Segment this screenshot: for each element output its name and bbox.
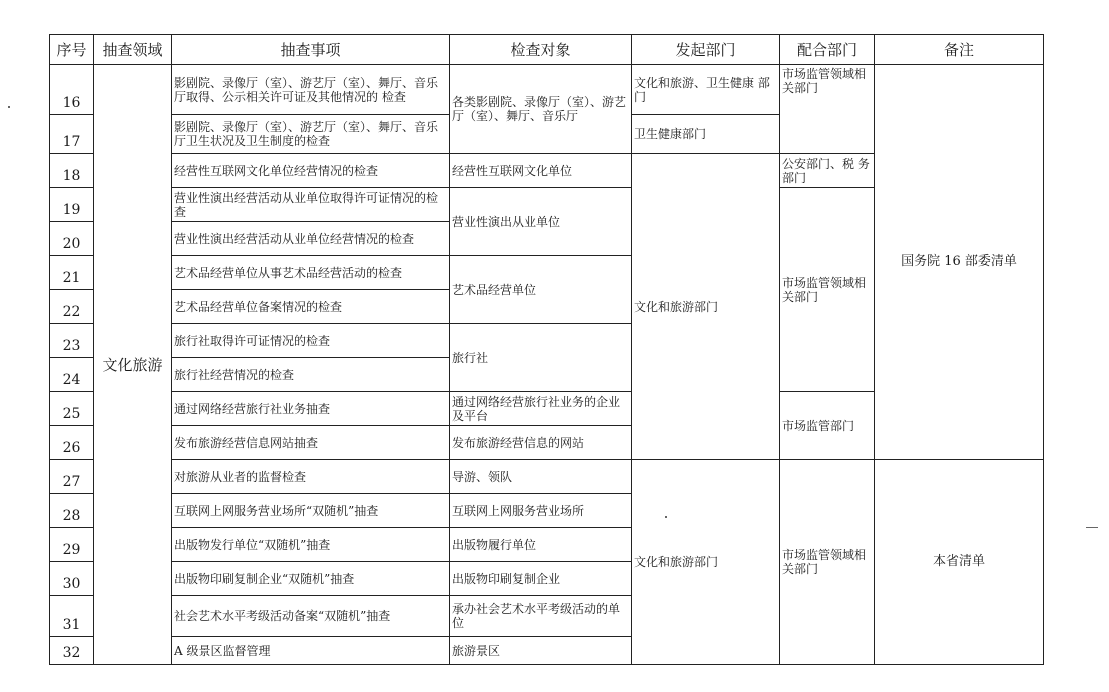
header-area: 抽查领域 [94,35,172,65]
note-cell: 本省清单 [875,460,1044,665]
header-row [50,35,1044,65]
row-number: 32 [50,637,94,665]
table-row [50,460,1044,494]
header-target: 检查对象 [450,35,632,65]
partner-cell: 公安部门、税 务部门 [780,154,875,188]
scan-speck [665,516,667,518]
header-item: 抽查事项 [172,35,450,65]
row-number: 23 [50,324,94,358]
item-cell: 出版物印刷复制企业“双随机”抽查 [172,562,450,596]
item-cell: 通过网络经营旅行社业务抽查 [172,392,450,426]
row-number: 16 [50,65,94,115]
target-cell: 出版物履行单位 [450,528,632,562]
item-cell: 发布旅游经营信息网站抽查 [172,426,450,460]
row-number: 24 [50,358,94,392]
table-row [50,65,1044,115]
item-cell: 艺术品经营单位从事艺术品经营活动的检查 [172,256,450,290]
initiator-cell: 文化和旅游、卫生健康 部门 [632,65,780,115]
item-cell: 对旅游从业者的监督检查 [172,460,450,494]
target-cell: 通过网络经营旅行社业务的企业及平台 [450,392,632,426]
item-cell: A 级景区监督管理 [172,637,450,665]
target-cell: 旅游景区 [450,637,632,665]
row-number: 27 [50,460,94,494]
item-cell: 营业性演出经营活动从业单位经营情况的检查 [172,222,450,256]
item-cell: 社会艺术水平考级活动备案“双随机”抽查 [172,596,450,637]
row-number: 22 [50,290,94,324]
row-number: 21 [50,256,94,290]
target-cell: 艺术品经营单位 [450,256,632,324]
item-cell: 出版物发行单位“双随机”抽查 [172,528,450,562]
scan-speck [8,106,10,108]
scan-dash [1086,527,1098,528]
header-initiator: 发起部门 [632,35,780,65]
partner-cell: 市场监管领域相关部门 [780,65,875,154]
item-cell: 艺术品经营单位备案情况的检查 [172,290,450,324]
row-number: 26 [50,426,94,460]
row-number: 18 [50,154,94,188]
row-number: 25 [50,392,94,426]
row-number: 29 [50,528,94,562]
inspection-table [49,34,1044,665]
header-partner: 配合部门 [780,35,875,65]
partner-cell: 市场监管领域相关部门 [780,460,875,665]
partner-cell: 市场监管领域相关部门 [780,188,875,392]
item-cell: 互联网上网服务营业场所“双随机”抽查 [172,494,450,528]
item-cell: 营业性演出经营活动从业单位取得许可证情况的检查 [172,188,450,222]
target-cell: 旅行社 [450,324,632,392]
partner-cell: 市场监管部门 [780,392,875,460]
header-no: 序号 [50,35,94,65]
target-cell: 承办社会艺术水平考级活动的单位 [450,596,632,637]
row-number: 19 [50,188,94,222]
item-cell: 影剧院、录像厅（室）、游艺厅（室）、舞厅、音乐厅取得、公示相关许可证及其他情况的 检查 [172,65,450,115]
item-cell: 影剧院、录像厅（室）、游艺厅（室）、舞厅、音乐厅卫生状况及卫生制度的检查 [172,115,450,154]
initiator-cell: 文化和旅游部门 [632,154,780,460]
header-note: 备注 [875,35,1044,65]
row-number: 31 [50,596,94,637]
initiator-cell: 文化和旅游部门 [632,460,780,665]
target-cell: 出版物印刷复制企业 [450,562,632,596]
item-cell: 旅行社取得许可证情况的检查 [172,324,450,358]
initiator-cell: 卫生健康部门 [632,115,780,154]
target-cell: 互联网上网服务营业场所 [450,494,632,528]
row-number: 30 [50,562,94,596]
row-number: 20 [50,222,94,256]
target-cell: 发布旅游经营信息的网站 [450,426,632,460]
item-cell: 经营性互联网文化单位经营情况的检查 [172,154,450,188]
target-cell: 营业性演出从业单位 [450,188,632,256]
area-cell: 文化旅游 [94,65,172,665]
target-cell: 经营性互联网文化单位 [450,154,632,188]
target-cell: 各类影剧院、录像厅（室）、游艺厅（室）、舞厅、音乐厅 [450,65,632,154]
row-number: 17 [50,115,94,154]
row-number: 28 [50,494,94,528]
item-cell: 旅行社经营情况的检查 [172,358,450,392]
target-cell: 导游、领队 [450,460,632,494]
note-cell: 国务院 16 部委清单 [875,65,1044,460]
